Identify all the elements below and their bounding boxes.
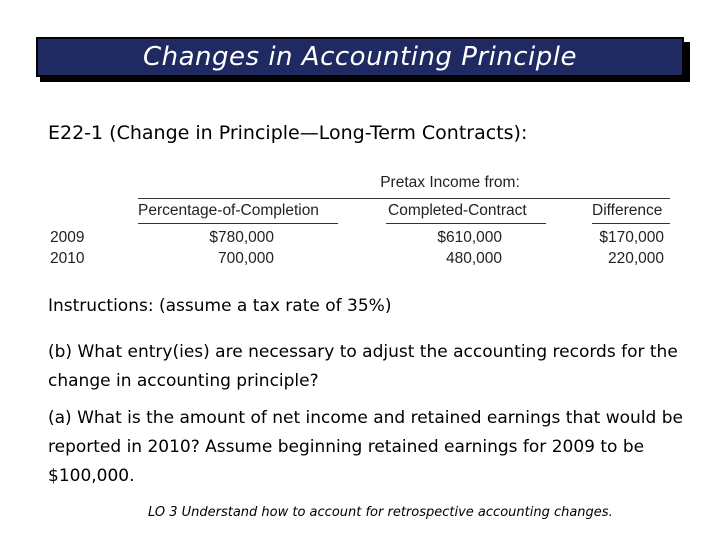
table-group-header: Pretax Income from:: [380, 174, 520, 191]
cc-header-rule: [386, 223, 546, 224]
exercise-heading: E22-1 (Change in Principle—Long-Term Contracts):: [48, 122, 528, 144]
slide-title: Changes in Accounting Principle: [142, 42, 578, 72]
column-header-poc: Percentage-of-Completion: [138, 202, 319, 219]
row-2009-cc: $610,000: [437, 229, 502, 246]
column-header-difference: Difference: [592, 202, 663, 219]
difference-header-rule: [592, 223, 670, 224]
row-2010-poc: 700,000: [217, 250, 274, 267]
row-2010-cc: 480,000: [445, 250, 502, 267]
row-2010-difference: 220,000: [607, 250, 664, 267]
instructions-text: Instructions: (assume a tax rate of 35%): [48, 296, 392, 316]
column-header-cc: Completed-Contract: [388, 202, 527, 219]
group-header-rule: [138, 198, 670, 199]
row-2009-difference: $170,000: [599, 229, 664, 246]
question-b: (b) What entry(ies) are necessary to adjust the accounting records for the change in accounting principle?: [48, 342, 678, 391]
row-2009-year: 2009: [50, 229, 85, 246]
poc-header-rule: [138, 223, 338, 224]
pretax-income-table: [48, 172, 672, 272]
row-2010-year: 2010: [50, 250, 85, 267]
row-2009-poc: $780,000: [209, 229, 274, 246]
question-a: (a) What is the amount of net income and retained earnings that would be reported in 2010? Assume beginning retained earnings for 2009 to be $100,000.: [48, 408, 683, 486]
learning-objective: LO 3 Understand how to account for retrospective accounting changes.: [148, 505, 613, 520]
slide-title-box: [36, 37, 684, 77]
